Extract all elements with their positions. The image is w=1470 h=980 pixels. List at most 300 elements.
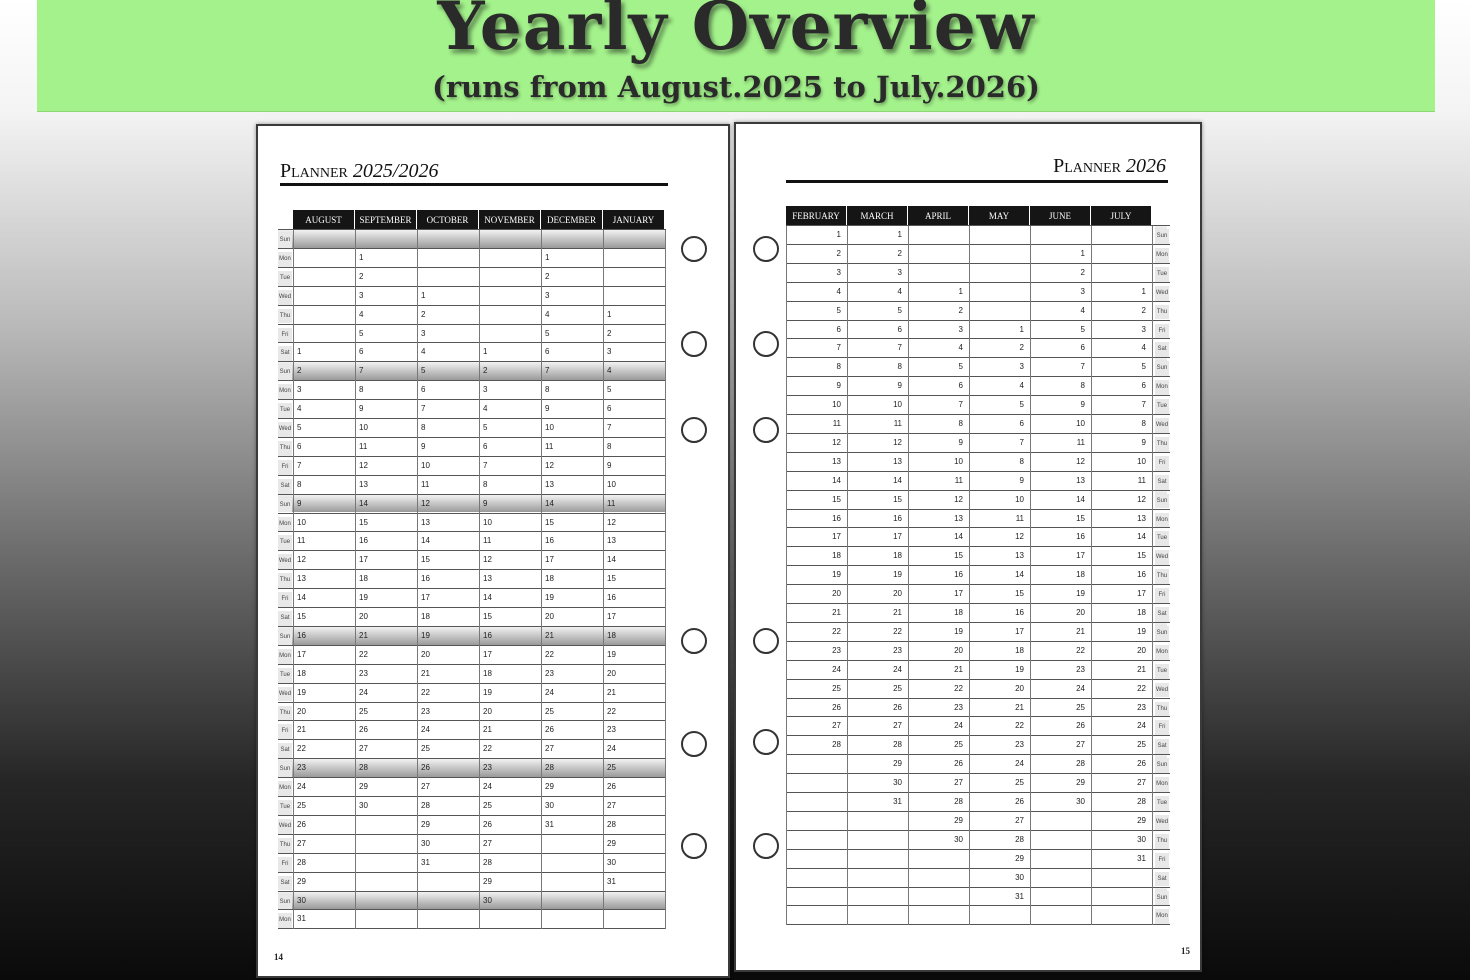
- day-number: 11: [297, 536, 306, 546]
- day-number: 4: [958, 343, 963, 353]
- weekday-label: Tue: [278, 535, 292, 550]
- day-number: 19: [297, 687, 306, 697]
- day-number: 26: [893, 702, 902, 712]
- weekday-label: Fri: [278, 857, 292, 872]
- grid-row-line: [786, 376, 1170, 377]
- day-number: 6: [1080, 343, 1085, 353]
- day-number: 28: [421, 801, 430, 810]
- day-number: 18: [893, 551, 902, 561]
- day-number: 5: [1141, 362, 1146, 372]
- day-number: 15: [483, 612, 492, 621]
- day-number: 27: [1076, 740, 1085, 750]
- grid-row-line: [278, 928, 666, 929]
- day-number: 10: [545, 423, 554, 432]
- day-number: 11: [954, 475, 963, 485]
- day-number: 13: [1137, 513, 1146, 523]
- grid-row-line: [278, 626, 666, 627]
- grid-row-line: [786, 584, 1170, 585]
- day-number: 4: [897, 286, 902, 296]
- day-number: 25: [545, 706, 554, 716]
- day-number: 19: [1015, 664, 1024, 674]
- weekday-label: Sun: [278, 895, 292, 910]
- day-number: 16: [545, 536, 554, 546]
- grid-row-line: [278, 853, 666, 854]
- day-number: 24: [1137, 721, 1146, 731]
- day-number: 8: [297, 479, 302, 489]
- day-number: 6: [958, 381, 963, 391]
- day-number: 17: [1015, 626, 1024, 636]
- weekday-label: Mon: [1155, 645, 1169, 660]
- grid-column-line: [1152, 226, 1153, 925]
- day-number: 3: [297, 385, 302, 395]
- day-number: 14: [832, 475, 841, 485]
- day-number: 7: [483, 460, 488, 470]
- day-number: 5: [958, 362, 963, 372]
- day-number: 11: [1076, 437, 1085, 447]
- day-number: 12: [1015, 532, 1024, 542]
- day-number: 13: [1015, 551, 1024, 561]
- day-number: 16: [359, 536, 368, 546]
- day-number: 19: [893, 570, 902, 580]
- day-number: 26: [954, 759, 963, 769]
- grid-row-line: [278, 267, 666, 268]
- weekday-label: Thu: [278, 838, 292, 853]
- day-number: 12: [607, 517, 616, 527]
- weekday-label: Wed: [278, 687, 292, 702]
- day-number: 3: [483, 385, 488, 395]
- day-number: 15: [421, 555, 430, 565]
- day-number: 5: [545, 328, 550, 338]
- day-number: 3: [1141, 324, 1146, 334]
- day-number: 20: [421, 649, 430, 659]
- day-number: 16: [832, 513, 841, 523]
- day-number: 3: [607, 347, 612, 357]
- day-number: 27: [297, 838, 306, 848]
- weekday-label: Sun: [1155, 361, 1169, 376]
- binder-hole: [753, 628, 779, 654]
- month-header: MAY: [969, 206, 1030, 226]
- day-number: 10: [483, 517, 492, 527]
- weekday-label: Wed: [1155, 286, 1169, 301]
- day-number: 14: [359, 498, 368, 508]
- banner-subtitle: (runs from August.2025 to July.2026): [432, 70, 1040, 104]
- weekday-label: Sun: [1155, 626, 1169, 641]
- grid-row-line: [278, 324, 666, 325]
- day-number: 16: [297, 630, 306, 640]
- day-number: 21: [832, 608, 841, 617]
- day-number: 14: [421, 536, 430, 546]
- weekday-label: Fri: [1155, 324, 1169, 339]
- day-number: 24: [1015, 759, 1024, 769]
- day-number: 29: [607, 838, 616, 848]
- weekday-label: Sat: [278, 611, 292, 626]
- day-number: 30: [483, 895, 492, 905]
- day-number: 5: [607, 385, 612, 395]
- day-number: 25: [832, 683, 841, 693]
- day-number: 15: [607, 574, 616, 584]
- day-number: 18: [1076, 570, 1085, 580]
- weekday-label: Sat: [1155, 739, 1169, 754]
- month-header: NOVEMBER: [479, 210, 541, 230]
- grid-row-line: [278, 305, 666, 306]
- day-number: 15: [1015, 589, 1024, 599]
- day-number: 6: [897, 324, 902, 334]
- grid-column-line: [786, 226, 787, 925]
- weekday-label: Thu: [278, 706, 292, 721]
- weekday-label: Sun: [1155, 494, 1169, 509]
- day-number: 22: [954, 683, 963, 693]
- weekday-label: Mon: [278, 913, 292, 928]
- weekday-label: Sun: [1155, 758, 1169, 773]
- grid-row-line: [278, 380, 666, 381]
- weekday-label: Sun: [1155, 229, 1169, 244]
- day-number: 15: [832, 494, 841, 504]
- weekday-label: Mon: [1155, 513, 1169, 528]
- day-number: 3: [1080, 286, 1085, 296]
- grid-row-line: [786, 338, 1170, 339]
- day-number: 29: [893, 759, 902, 769]
- day-number: 16: [954, 570, 963, 580]
- grid-row-line: [786, 660, 1170, 661]
- day-number: 28: [1015, 834, 1024, 844]
- grid-column-line: [479, 230, 480, 929]
- grid-row-line: [278, 456, 666, 457]
- day-number: 28: [954, 797, 963, 806]
- grid-row-line: [786, 263, 1170, 264]
- day-number: 7: [958, 400, 963, 410]
- day-number: 24: [297, 782, 306, 792]
- weekday-label: Thu: [278, 573, 292, 588]
- day-number: 13: [297, 574, 306, 584]
- day-number: 19: [483, 687, 492, 697]
- day-number: 22: [421, 687, 430, 697]
- weekday-label: Tue: [278, 800, 292, 815]
- grid-row-line: [786, 622, 1170, 623]
- day-number: 10: [1015, 494, 1024, 504]
- day-number: 12: [421, 498, 430, 508]
- day-number: 23: [1076, 664, 1085, 674]
- day-number: 21: [607, 687, 616, 697]
- day-number: 8: [1019, 456, 1024, 466]
- day-number: 27: [1137, 778, 1146, 788]
- day-number: 29: [359, 782, 368, 792]
- grid-row-line: [278, 588, 666, 589]
- day-number: 12: [1076, 456, 1085, 466]
- day-number: 9: [297, 498, 302, 508]
- day-number: 28: [545, 763, 554, 773]
- day-number: 8: [483, 479, 488, 489]
- grid-column-line: [908, 226, 909, 925]
- grid-column-line: [417, 230, 418, 929]
- left-page-number: 14: [274, 952, 283, 962]
- left-title-word: Planner: [280, 160, 348, 182]
- grid-row-line: [786, 924, 1170, 925]
- day-number: 14: [545, 498, 554, 508]
- day-number: 22: [832, 626, 841, 636]
- month-header: DECEMBER: [541, 210, 603, 230]
- day-number: 30: [1137, 834, 1146, 844]
- day-number: 10: [359, 423, 368, 432]
- day-number: 14: [607, 555, 616, 565]
- grid-row-line: [786, 565, 1170, 566]
- day-number: 5: [836, 305, 841, 315]
- day-number: 10: [832, 400, 841, 410]
- day-number: 11: [832, 419, 841, 428]
- day-number: 11: [1137, 475, 1146, 485]
- grid-row-line: [278, 361, 666, 362]
- day-number: 27: [359, 744, 368, 754]
- grid-row-line: [786, 735, 1170, 736]
- day-number: 8: [1141, 419, 1146, 428]
- grid-column-line: [665, 230, 666, 929]
- day-number: 29: [954, 815, 963, 825]
- day-number: 8: [897, 362, 902, 372]
- day-number: 17: [607, 612, 616, 621]
- day-number: 19: [607, 649, 616, 659]
- day-number: 16: [1076, 532, 1085, 542]
- day-number: 10: [893, 400, 902, 410]
- weekday-label: Sat: [278, 876, 292, 891]
- grid-row-line: [278, 720, 666, 721]
- weekday-label: Sun: [1155, 891, 1169, 906]
- day-number: 20: [607, 668, 616, 678]
- day-number: 20: [359, 612, 368, 621]
- day-number: 24: [832, 664, 841, 674]
- grid-row-line: [278, 891, 666, 892]
- day-number: 17: [1076, 551, 1085, 561]
- grid-row-line: [278, 702, 666, 703]
- day-number: 3: [421, 328, 426, 338]
- day-number: 22: [297, 744, 306, 754]
- right-title-rule: [786, 180, 1168, 183]
- day-number: 7: [297, 460, 302, 470]
- day-number: 3: [836, 267, 841, 277]
- day-number: 11: [893, 419, 902, 428]
- day-number: 2: [297, 366, 302, 376]
- month-header: JANUARY: [603, 210, 665, 230]
- day-number: 4: [607, 366, 612, 376]
- grid-row-line: [786, 849, 1170, 850]
- day-number: 7: [545, 366, 550, 376]
- day-number: 18: [1137, 608, 1146, 617]
- weekday-label: Mon: [278, 252, 292, 267]
- day-number: 20: [545, 612, 554, 621]
- weekday-label: Wed: [278, 422, 292, 437]
- day-number: 9: [897, 381, 902, 391]
- day-number: 9: [836, 381, 841, 391]
- day-number: 24: [421, 725, 430, 735]
- grid-row-line: [278, 645, 666, 646]
- day-number: 22: [1076, 645, 1085, 655]
- day-number: 22: [607, 706, 616, 716]
- day-number: 4: [483, 404, 488, 414]
- day-number: 7: [897, 343, 902, 353]
- day-number: 9: [1019, 475, 1024, 485]
- day-number: 1: [545, 252, 550, 262]
- weekday-label: Tue: [1155, 796, 1169, 811]
- grid-row-line: [786, 320, 1170, 321]
- day-number: 2: [1080, 267, 1085, 277]
- day-number: 21: [359, 630, 368, 640]
- day-number: 3: [359, 290, 364, 300]
- day-number: 30: [607, 857, 616, 867]
- day-number: 12: [954, 494, 963, 504]
- month-header: FEBRUARY: [786, 206, 847, 226]
- day-number: 2: [958, 305, 963, 315]
- weekday-label: Wed: [1155, 550, 1169, 565]
- day-number: 20: [832, 589, 841, 599]
- day-number: 18: [832, 551, 841, 561]
- grid-column-line: [969, 226, 970, 925]
- day-number: 23: [359, 668, 368, 678]
- day-number: 6: [297, 441, 302, 451]
- grid-row-line: [786, 716, 1170, 717]
- day-number: 14: [1076, 494, 1085, 504]
- weekday-label: Fri: [278, 460, 292, 475]
- day-number: 25: [483, 801, 492, 810]
- day-number: 23: [421, 706, 430, 716]
- grid-row-line: [278, 399, 666, 400]
- day-number: 21: [483, 725, 492, 735]
- day-number: 1: [421, 290, 426, 300]
- day-number: 12: [359, 460, 368, 470]
- day-number: 21: [1137, 664, 1146, 674]
- day-number: 11: [607, 498, 616, 508]
- day-number: 5: [1019, 400, 1024, 410]
- day-number: 20: [297, 706, 306, 716]
- day-number: 20: [483, 706, 492, 716]
- grid-row-line: [278, 569, 666, 570]
- day-number: 21: [1076, 626, 1085, 636]
- grid-row-line: [278, 248, 666, 249]
- day-number: 7: [359, 366, 364, 376]
- day-number: 24: [545, 687, 554, 697]
- weekday-label: Sun: [278, 365, 292, 380]
- day-number: 24: [893, 664, 902, 674]
- grid-column-line: [847, 226, 848, 925]
- binder-hole: [753, 729, 779, 755]
- day-number: 18: [545, 574, 554, 584]
- day-number: 25: [359, 706, 368, 716]
- right-page-title: [1053, 155, 1166, 178]
- day-number: 1: [607, 309, 612, 319]
- day-number: 2: [359, 271, 364, 281]
- day-number: 17: [832, 532, 841, 542]
- day-number: 3: [545, 290, 550, 300]
- right-page-number: 15: [1181, 946, 1190, 956]
- day-number: 21: [1015, 702, 1024, 712]
- weekday-label: Fri: [1155, 853, 1169, 868]
- grid-row-line: [786, 527, 1170, 528]
- day-number: 10: [607, 479, 616, 489]
- day-number: 13: [832, 456, 841, 466]
- day-number: 8: [836, 362, 841, 372]
- day-number: 6: [1019, 419, 1024, 428]
- day-number: 26: [359, 725, 368, 735]
- day-number: 12: [483, 555, 492, 565]
- weekday-label: Thu: [1155, 569, 1169, 584]
- day-number: 10: [954, 456, 963, 466]
- day-number: 30: [954, 834, 963, 844]
- weekday-label: Sun: [278, 762, 292, 777]
- day-number: 8: [545, 385, 550, 395]
- day-number: 18: [359, 574, 368, 584]
- grid-row-line: [786, 868, 1170, 869]
- day-number: 3: [1019, 362, 1024, 372]
- grid-row-line: [786, 452, 1170, 453]
- right-planner-page: [734, 122, 1202, 972]
- weekday-label: Mon: [278, 384, 292, 399]
- binder-hole: [753, 833, 779, 859]
- weekday-label: Tue: [278, 668, 292, 683]
- day-number: 10: [421, 460, 430, 470]
- day-number: 23: [893, 645, 902, 655]
- day-number: 23: [954, 702, 963, 712]
- day-number: 15: [954, 551, 963, 561]
- weekday-label: Mon: [1155, 248, 1169, 263]
- day-number: 13: [954, 513, 963, 523]
- day-number: 17: [483, 649, 492, 659]
- month-header: JUNE: [1030, 206, 1091, 226]
- grid-row-line: [786, 792, 1170, 793]
- day-number: 31: [1137, 853, 1146, 863]
- day-number: 21: [297, 725, 306, 735]
- grid-row-line: [786, 433, 1170, 434]
- left-planner-page: [256, 124, 730, 978]
- binder-hole: [753, 331, 779, 357]
- day-number: 29: [1015, 853, 1024, 863]
- day-number: 28: [359, 763, 368, 773]
- day-number: 3: [897, 267, 902, 277]
- grid-row-line: [278, 683, 666, 684]
- day-number: 28: [832, 740, 841, 750]
- weekday-label: Mon: [278, 517, 292, 532]
- weekday-label: Sat: [1155, 872, 1169, 887]
- day-number: 4: [421, 347, 426, 357]
- day-number: 2: [421, 309, 426, 319]
- day-number: 2: [836, 248, 841, 258]
- day-number: 1: [958, 286, 963, 296]
- right-title-year: 2026: [1126, 155, 1166, 177]
- day-number: 17: [421, 593, 430, 603]
- sunday-row-shade: [278, 230, 665, 248]
- day-number: 1: [483, 347, 488, 357]
- left-title-rule: [280, 183, 668, 186]
- month-header: JULY: [1091, 206, 1152, 226]
- grid-row-line: [278, 494, 666, 495]
- day-number: 26: [832, 702, 841, 712]
- day-number: 19: [359, 593, 368, 603]
- day-number: 9: [607, 460, 612, 470]
- weekday-label: Sun: [278, 233, 292, 248]
- day-number: 6: [607, 404, 612, 414]
- day-number: 27: [421, 782, 430, 792]
- day-number: 23: [483, 763, 492, 773]
- day-number: 1: [1019, 324, 1024, 334]
- day-number: 18: [954, 608, 963, 617]
- day-number: 13: [359, 479, 368, 489]
- grid-row-line: [786, 641, 1170, 642]
- month-header: APRIL: [908, 206, 969, 226]
- day-number: 2: [607, 328, 612, 338]
- day-number: 1: [359, 252, 364, 262]
- day-number: 29: [421, 819, 430, 829]
- weekday-label: Thu: [1155, 305, 1169, 320]
- day-number: 26: [607, 782, 616, 792]
- grid-row-line: [786, 905, 1170, 906]
- grid-row-line: [278, 607, 666, 608]
- day-number: 8: [958, 419, 963, 428]
